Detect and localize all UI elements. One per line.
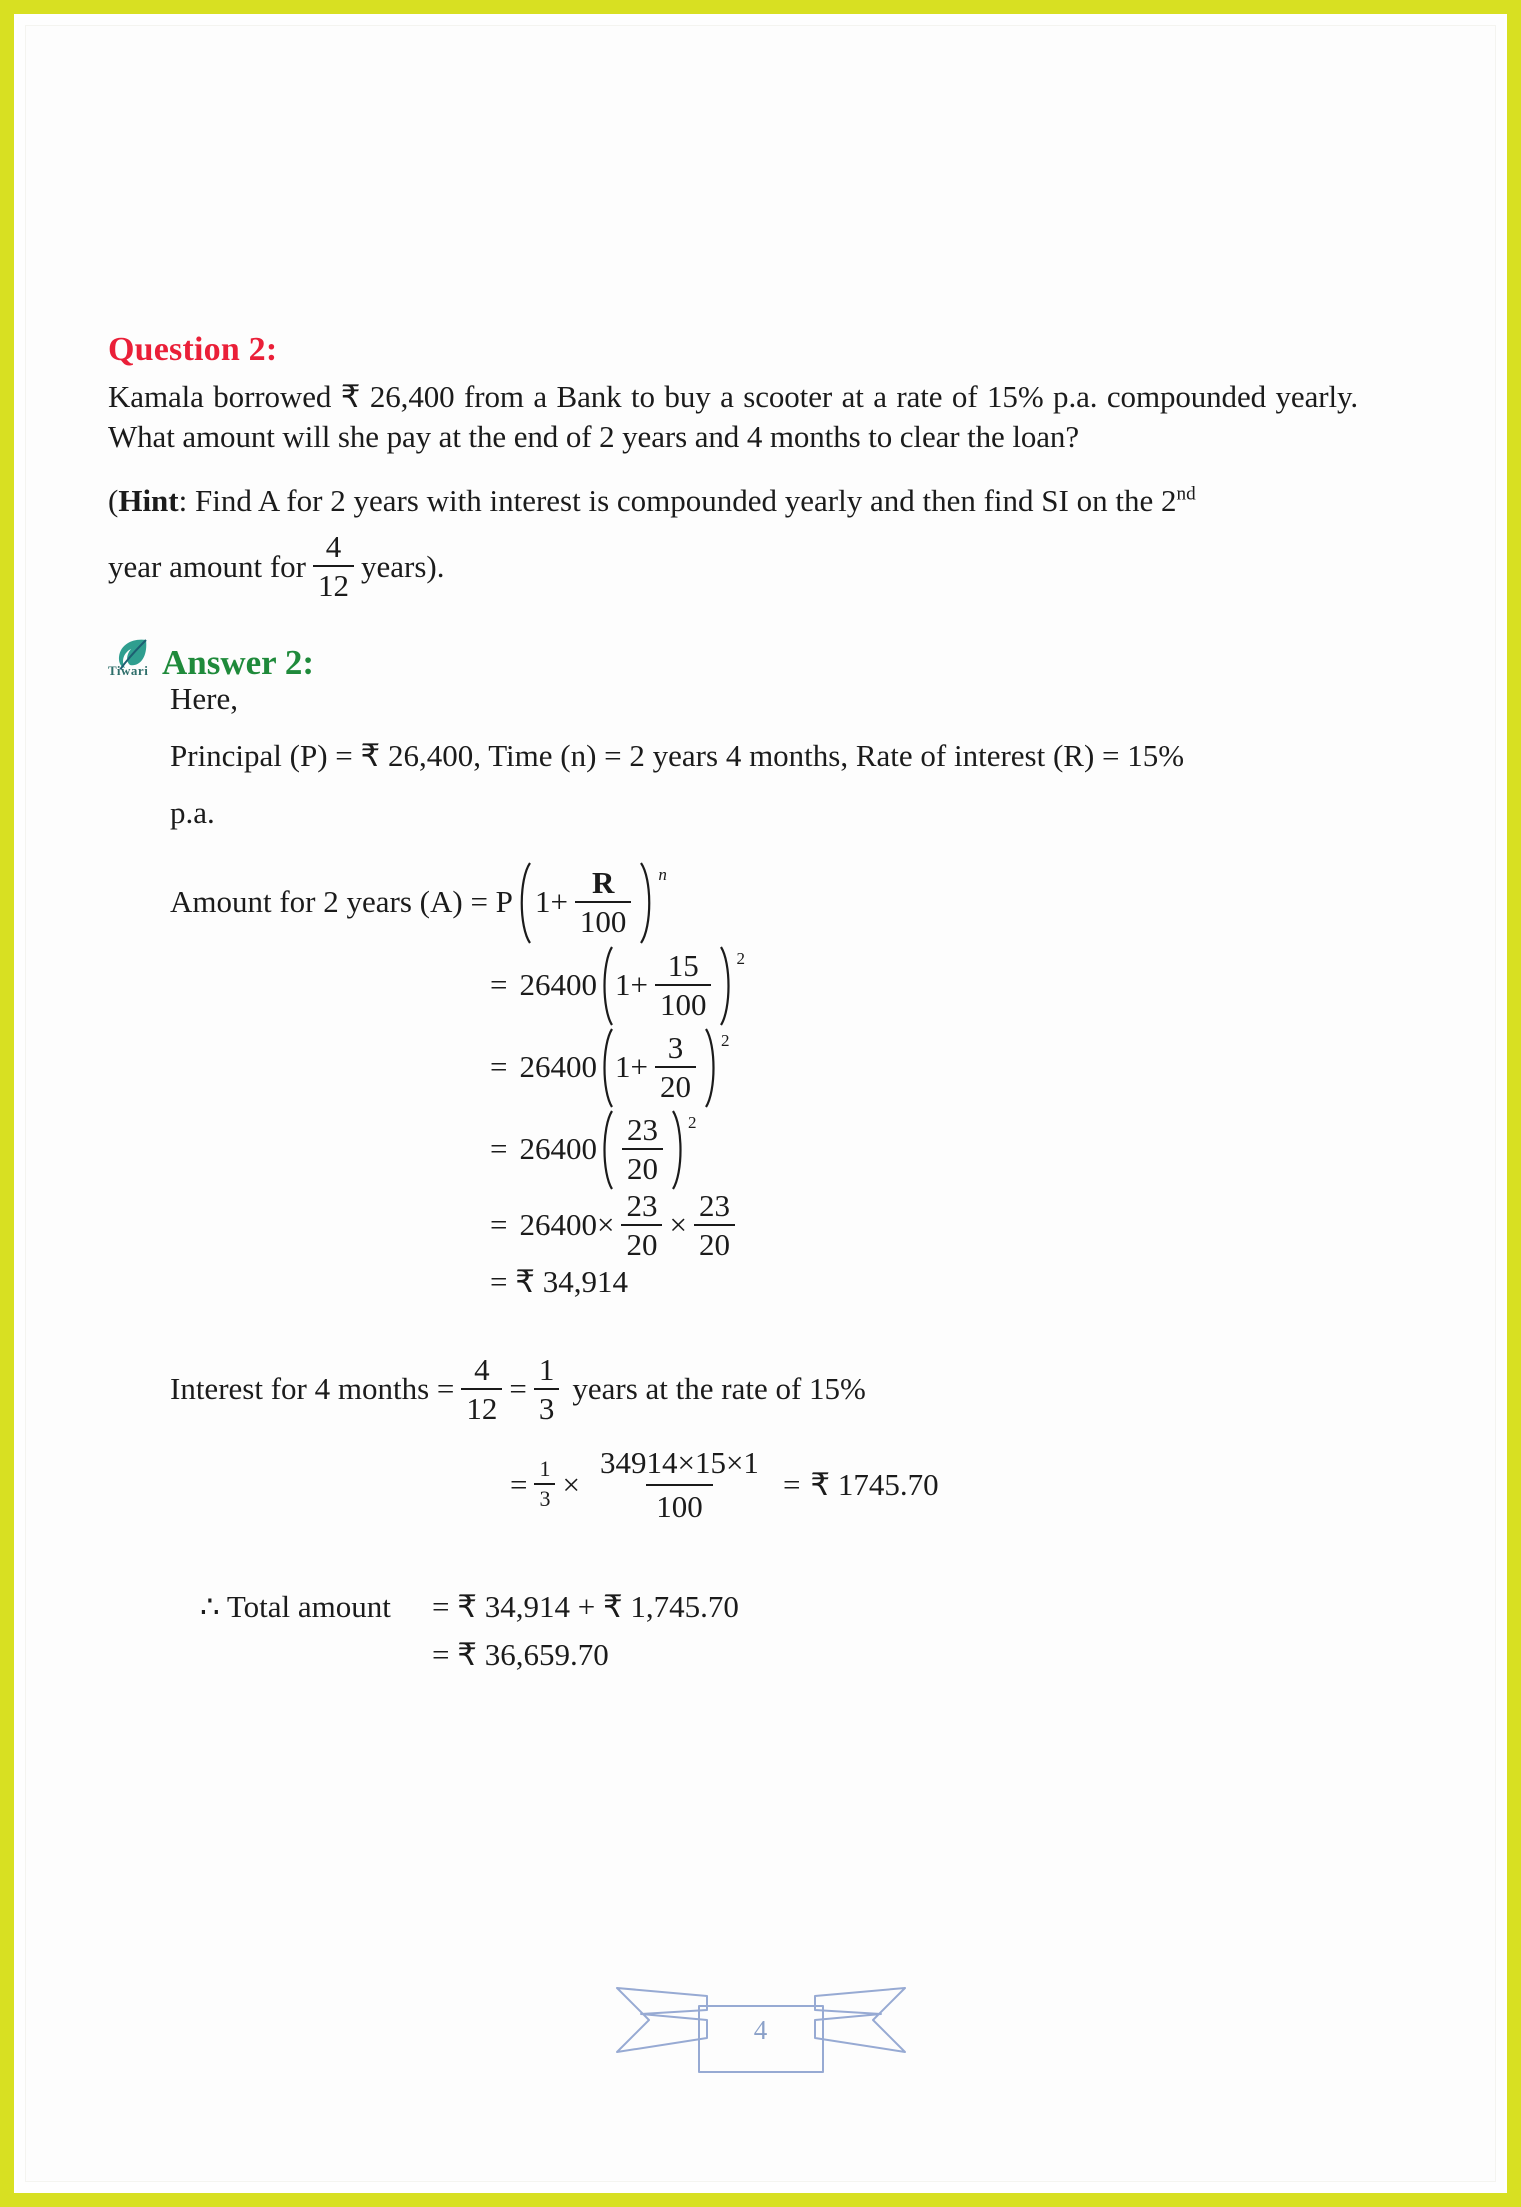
step-3-equals: = [490,1131,508,1167]
si-row [510,1444,1408,1525]
amount-result-row [490,1261,1408,1305]
step-3-denominator: 20 [622,1148,663,1184]
answer-body [170,678,1408,1683]
hint-text-2: year amount for [108,548,306,584]
answer-given-line: Principal (P) = ₹ 26,400, Time (n) = 2 years 4 months, Rate of interest (R) = 15% [170,738,1185,774]
si-times: × [562,1466,580,1502]
amount-formula-label: Amount for 2 years (A) = P [170,884,513,920]
hint-superscript: nd [1176,484,1196,506]
si-result: ₹ 1745.70 [810,1466,939,1502]
interest-tail: years at the rate of 15% [572,1371,866,1407]
interest-equals: = [509,1371,527,1407]
step-3-exponent: 2 [687,1112,697,1132]
step-1-right-paren [718,945,736,1027]
step-2-row [490,1027,1408,1109]
product-times-1: × [596,1207,615,1243]
step-3-numerator: 23 [626,1111,658,1147]
total-line-2: = ₹ 36,659.70 [432,1637,609,1673]
page-number: 4 [753,2015,768,2045]
interest-fraction-2 [534,1351,560,1426]
tiwari-leaf-icon [108,636,152,678]
step-3-coefficient: 26400 [519,1131,597,1167]
hint-label: Hint [118,483,179,519]
step-1-numerator: 15 [667,947,699,983]
step-1-equals: = [490,967,508,1003]
hint-text-1: : Find A for 2 years with interest is compounded yearly and then find SI on the 2 [178,483,1177,519]
hint-fraction-denominator: 12 [313,565,354,601]
answer-here-line: Here, [170,681,238,717]
formula-fraction-denominator: 100 [575,901,632,937]
si-result-equals: = [782,1466,801,1502]
product-row [490,1187,1408,1262]
amount-formula-row [170,861,1408,945]
page-number-ribbon [611,1958,911,2078]
answer-given-line-2: p.a. [170,794,215,830]
step-1-row [490,945,1408,1027]
tiwari-logo-text: Tiwari [108,663,149,679]
step-3-left-paren [597,1109,615,1191]
product-fraction-1-denominator: 20 [621,1224,662,1260]
total-values [432,1586,739,1684]
step-3-fraction [622,1111,663,1186]
step-2-coefficient: 26400 [519,1049,597,1085]
step-1-fraction [655,947,712,1022]
step-2-one-plus: 1+ [614,1049,648,1085]
interest-fraction-1-numerator: 4 [474,1351,490,1387]
interest-fraction-2-denominator: 3 [534,1388,560,1424]
step-2-numerator: 3 [667,1029,684,1065]
product-fraction-2 [694,1187,735,1262]
total-label: ∴ Total amount [200,1588,391,1624]
step-2-fraction [655,1029,696,1104]
answer-heading: Answer 2: [162,643,314,683]
hint-fraction-numerator: 4 [325,529,342,565]
formula-right-paren [638,861,658,945]
question-text: Kamala borrowed ₹ 26,400 from a Bank to buy a scooter at a rate of 15% p.a. compounded yearly. What amount will she pay at the end of 2 years and 4 months to clear the loan? [108,378,1358,455]
si-big-fraction [590,1444,769,1525]
total-line-1: = ₹ 34,914 + ₹ 1,745.70 [432,1588,739,1624]
formula-left-paren [513,861,533,945]
formula-fraction-numerator: R [591,864,615,900]
question-hint [108,481,1358,602]
interest-label: Interest for 4 months = [170,1371,455,1407]
interest-fraction-1-denominator: 12 [461,1388,502,1424]
step-3-right-paren [670,1109,688,1191]
step-2-denominator: 20 [655,1066,696,1102]
product-times-2: × [669,1207,687,1243]
answer-heading-row [108,636,1408,683]
step-2-exponent: 2 [720,1030,730,1050]
question-heading: Question 2: [108,331,278,368]
formula-exponent: n [658,864,667,884]
formula-fraction [575,864,632,939]
product-fraction-2-numerator: 23 [698,1187,730,1223]
step-1-coefficient: 26400 [519,967,597,1003]
hint-fraction-row [108,529,1358,604]
si-fraction [534,1458,555,1510]
amount-result: = ₹ 34,914 [490,1264,628,1300]
step-2-left-paren [597,1027,615,1109]
interest-fraction-1 [461,1351,502,1426]
si-big-fraction-denominator: 100 [646,1484,713,1524]
product-fraction-2-denominator: 20 [694,1224,735,1260]
total-row [200,1586,1408,1684]
hint-open-paren: ( [108,483,119,519]
si-equals: = [510,1466,528,1502]
product-fraction-1 [621,1187,662,1262]
step-1-left-paren [597,945,615,1027]
si-big-fraction-numerator: 34914×15×1 [599,1444,759,1480]
step-2-right-paren [703,1027,721,1109]
step-1-exponent: 2 [736,948,745,968]
step-1-one-plus: 1+ [614,967,648,1003]
interest-row [170,1351,1408,1426]
si-fraction-numerator: 1 [539,1456,551,1482]
hint-fraction [313,529,354,604]
formula-one-plus: 1+ [534,884,568,920]
si-fraction-denominator: 3 [534,1483,555,1510]
product-equals: = [490,1207,508,1243]
step-2-equals: = [490,1049,508,1085]
product-coefficient: 26400 [519,1207,597,1243]
page-content [108,330,1408,1683]
product-fraction-1-numerator: 23 [626,1187,658,1223]
hint-text-3: years). [360,548,445,584]
interest-fraction-2-numerator: 1 [538,1351,555,1387]
step-1-denominator: 100 [655,984,712,1020]
step-3-row [490,1109,1408,1191]
